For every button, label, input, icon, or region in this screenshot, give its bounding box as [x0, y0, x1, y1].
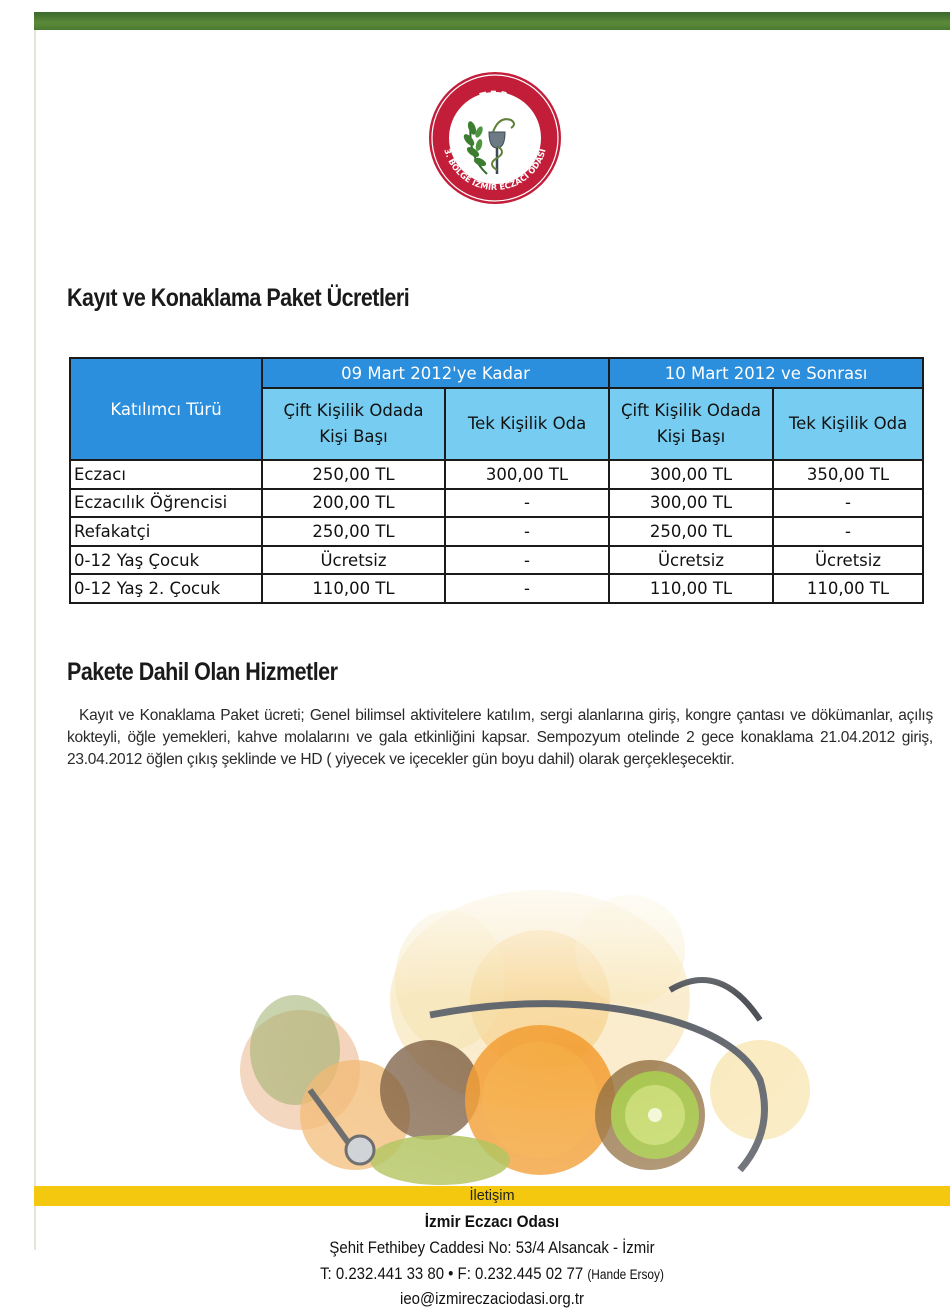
table-cell: 300,00 TL	[609, 460, 773, 489]
table-cell: Ücretsiz	[773, 546, 923, 575]
logo-top-text: TEB	[478, 89, 511, 104]
table-cell: Ücretsiz	[262, 546, 445, 575]
col-header-double-late	[609, 388, 773, 460]
table-cell: 110,00 TL	[609, 574, 773, 603]
section-title-services: Pakete Dahil Olan Hizmetler	[67, 658, 338, 686]
period-header-early: 09 Mart 2012'ye Kadar	[262, 358, 609, 388]
table-cell: -	[445, 489, 609, 518]
services-description: Kayıt ve Konaklama Paket ücreti; Genel bilimsel aktivitelere katılım, sergi alanlarına giriş, kongre çantası ve dökümanlar, açılış kokteyli, öğle yemekleri, kahve molalarını ve gala etkinliğini kapsar. Sempozyum otelinde 2 gece konaklama 21.04.2012 giriş, 23.04.2012 öğlen çıkış şeklinde ve HD ( yiyecek ve içecekler gün boyu dahil) olarak gerçekleşecektir.	[67, 707, 933, 768]
section-title-fees: Kayıt ve Konaklama Paket Ücretleri	[67, 284, 410, 312]
table-cell: -	[445, 517, 609, 546]
top-green-bar	[34, 12, 950, 30]
footer-contact-person: (Hande Ersoy)	[587, 1267, 664, 1282]
col-header-double-line1: Çift Kişilik Odada	[283, 400, 424, 420]
table-cell: 300,00 TL	[609, 489, 773, 518]
row-label: 0-12 Yaş 2. Çocuk	[70, 574, 262, 603]
footer-address: Şehit Fethibey Caddesi No: 53/4 Alsancak - İzmir	[329, 1238, 655, 1257]
col-header-double-line1: Çift Kişilik Odada	[620, 400, 762, 420]
footer-phone-numbers: T: 0.232.441 33 80 • F: 0.232.445 02 77	[320, 1264, 584, 1283]
col-header-single-late: Tek Kişilik Oda	[773, 388, 923, 460]
table-cell: 250,00 TL	[262, 517, 445, 546]
period-header-late: 10 Mart 2012 ve Sonrası	[609, 358, 923, 388]
table-cell: 300,00 TL	[445, 460, 609, 489]
table-cell: Ücretsiz	[609, 546, 773, 575]
table-cell: -	[445, 574, 609, 603]
contact-header-bar: İletişim	[34, 1186, 950, 1206]
table-row	[70, 517, 923, 546]
table-row	[70, 546, 923, 575]
left-margin-line	[34, 30, 36, 1250]
table-row	[70, 574, 923, 603]
table-cell: 110,00 TL	[262, 574, 445, 603]
table-cell: -	[445, 546, 609, 575]
table-row	[70, 460, 923, 489]
col-header-double-early	[262, 388, 445, 460]
table-cell: 350,00 TL	[773, 460, 923, 489]
col-header-single-early: Tek Kişilik Oda	[445, 388, 609, 460]
table-cell: 110,00 TL	[773, 574, 923, 603]
teb-izmir-eczaci-odasi-logo	[427, 70, 563, 206]
logo-ring-text: 3. BÖLGE İZMİR ECZACI ODASI	[442, 147, 548, 193]
fees-table	[69, 357, 924, 604]
row-label: 0-12 Yaş Çocuk	[70, 546, 262, 575]
col-header-double-line2: Kişi Başı	[656, 427, 726, 446]
table-cell: 250,00 TL	[609, 517, 773, 546]
col-header-double-line2: Kişi Başı	[319, 427, 388, 446]
fruits-stethoscope-image	[200, 840, 950, 1190]
footer-phone-fax	[89, 1264, 895, 1284]
table-row	[70, 489, 923, 518]
table-cell: -	[773, 517, 923, 546]
footer-organization: İzmir Eczacı Odası	[424, 1212, 560, 1231]
row-label: Eczacı	[70, 460, 262, 489]
table-cell: 250,00 TL	[262, 460, 445, 489]
row-label: Eczacılık Öğrencisi	[70, 489, 262, 518]
table-cell: 200,00 TL	[262, 489, 445, 518]
row-label: Refakatçi	[70, 517, 262, 546]
footer-email-link[interactable]: ieo@izmireczaciodasi.org.tr	[400, 1289, 584, 1308]
participant-type-header: Katılımcı Türü	[70, 358, 262, 460]
table-cell: -	[773, 489, 923, 518]
